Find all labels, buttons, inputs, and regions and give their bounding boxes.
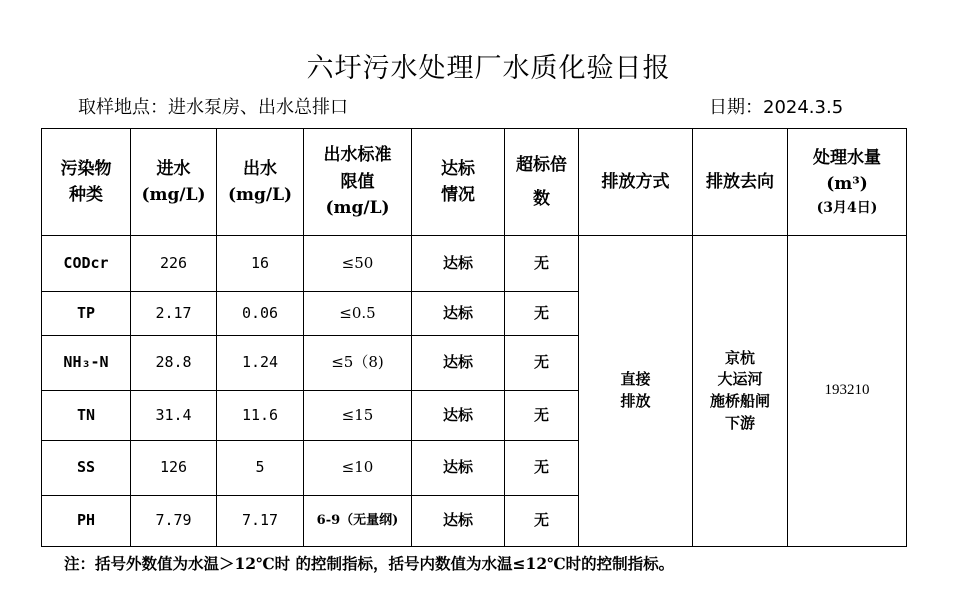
compliance-status: 达标 <box>412 236 505 292</box>
sampling-location: 取样地点：进水泵房、出水总排口 <box>78 97 348 118</box>
exceed-times: 无 <box>505 236 579 292</box>
exceed-times: 无 <box>505 496 579 547</box>
header-discharge-mode: 排放方式 <box>579 129 693 236</box>
header-treated-volume: 处理水量 (m³) (3月4日) <box>788 129 907 236</box>
inflow-value: 7.79 <box>131 496 217 547</box>
outflow-value: 0.06 <box>217 292 304 336</box>
inflow-value: 2.17 <box>131 292 217 336</box>
pollutant-name: TN <box>42 391 131 441</box>
table-row <box>42 236 907 292</box>
inflow-value: 28.8 <box>131 336 217 391</box>
exceed-times: 无 <box>505 336 579 391</box>
exceed-times: 无 <box>505 391 579 441</box>
inflow-value: 126 <box>131 441 217 496</box>
compliance-status: 达标 <box>412 391 505 441</box>
header-pollutant-type: 污染物 种类 <box>42 129 131 236</box>
outflow-value: 7.17 <box>217 496 304 547</box>
header-standard-limit: 出水标准 限值 (mg/L) <box>304 129 412 236</box>
standard-limit: ≤50 <box>304 236 412 292</box>
pollutant-name: PH <box>42 496 131 547</box>
table-header-row <box>42 129 907 236</box>
pollutant-name: NH₃-N <box>42 336 131 391</box>
inflow-value: 226 <box>131 236 217 292</box>
standard-limit: 6-9（无量纲) <box>304 496 412 547</box>
compliance-status: 达标 <box>412 292 505 336</box>
pollutant-name: CODcr <box>42 236 131 292</box>
report-title: 六圩污水处理厂水质化验日报 <box>306 53 671 84</box>
compliance-status: 达标 <box>412 496 505 547</box>
exceed-times: 无 <box>505 441 579 496</box>
outflow-value: 1.24 <box>217 336 304 391</box>
standard-limit: ≤15 <box>304 391 412 441</box>
header-compliance: 达标 情况 <box>412 129 505 236</box>
compliance-status: 达标 <box>412 441 505 496</box>
treated-volume-value: 193210 <box>788 236 907 547</box>
water-quality-table <box>41 128 907 547</box>
header-exceed-times: 超标倍 数 <box>505 129 579 236</box>
standard-limit: ≤0.5 <box>304 292 412 336</box>
outflow-value: 16 <box>217 236 304 292</box>
footnote: 注：括号外数值为水温＞12℃时 的控制指标，括号内数值为水温≤12℃时的控制指标。 <box>64 554 675 573</box>
outflow-value: 5 <box>217 441 304 496</box>
standard-limit: ≤5（8) <box>304 336 412 391</box>
compliance-status: 达标 <box>412 336 505 391</box>
header-discharge-destination: 排放去向 <box>693 129 788 236</box>
pollutant-name: TP <box>42 292 131 336</box>
standard-limit: ≤10 <box>304 441 412 496</box>
discharge-destination-cell: 京杭 大运河 施桥船闸 下游 <box>693 236 788 547</box>
report-date: 日期：2024.3.5 <box>709 97 844 118</box>
exceed-times: 无 <box>505 292 579 336</box>
inflow-value: 31.4 <box>131 391 217 441</box>
header-outflow: 出水 (mg/L) <box>217 129 304 236</box>
outflow-value: 11.6 <box>217 391 304 441</box>
pollutant-name: SS <box>42 441 131 496</box>
discharge-mode-cell: 直接 排放 <box>579 236 693 547</box>
header-inflow: 进水 (mg/L) <box>131 129 217 236</box>
